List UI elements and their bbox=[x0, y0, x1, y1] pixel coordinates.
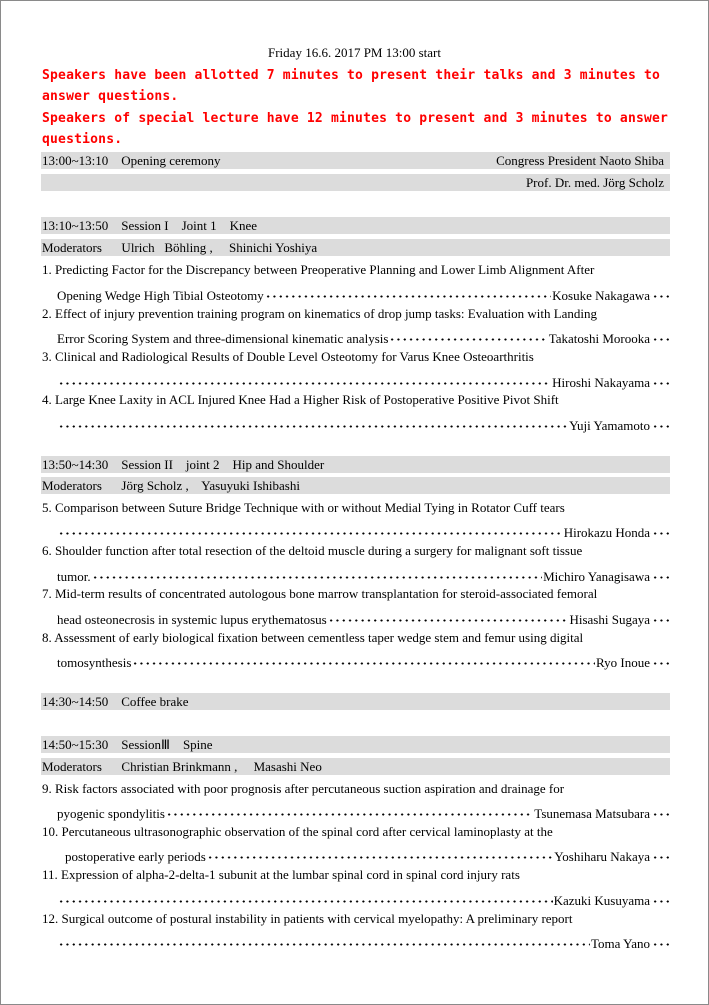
opening-speaker-1: Congress President Naoto Shiba bbox=[496, 153, 664, 168]
trailing-dots bbox=[650, 283, 670, 300]
talk-5-title: 5. Comparison between Suture Bridge Technique with or without Medial Tying in Rotator Cuff tears bbox=[42, 500, 565, 515]
talk-12-speaker-row bbox=[57, 931, 670, 951]
talk-12-title: 12. Surgical outcome of postural instability in patients with cervical myelopathy: A preliminary report bbox=[42, 911, 573, 926]
talk-5-speaker: Hirokazu Honda bbox=[563, 525, 650, 540]
coffee-break-row bbox=[41, 693, 670, 710]
leader-dots bbox=[132, 650, 595, 667]
talk-9-speaker-row bbox=[57, 801, 670, 821]
talk-10-title-cont: postoperative early periods bbox=[65, 849, 206, 864]
session-3-title: 14:50~15:30 SessionⅢ Spine bbox=[42, 737, 213, 752]
talk-11-title: 11. Expression of alpha-2-delta-1 subunit at the lumbar spinal cord in spinal cord injury rats bbox=[42, 867, 520, 882]
talk-7-speaker-row bbox=[57, 607, 670, 627]
talk-1-speaker-row bbox=[57, 283, 670, 303]
trailing-dots bbox=[650, 520, 670, 537]
leader-dots bbox=[92, 564, 543, 581]
talk-6-speaker: Michiro Yanagisawa bbox=[543, 569, 650, 584]
talk-10-speaker: Yoshiharu Nakaya bbox=[554, 849, 650, 864]
trailing-dots bbox=[650, 931, 670, 948]
talk-2-speaker: Takatoshi Morooka bbox=[548, 331, 650, 346]
trailing-dots bbox=[650, 326, 670, 343]
opening-ceremony-row bbox=[41, 152, 670, 169]
leader-dots bbox=[58, 370, 551, 387]
talk-8-speaker: Ryo Inoue bbox=[596, 655, 650, 670]
session-1-title-row bbox=[41, 217, 670, 234]
leader-dots bbox=[58, 888, 553, 905]
talk-1-speaker: Kosuke Nakagawa bbox=[552, 288, 650, 303]
talk-11-speaker-row bbox=[57, 888, 670, 908]
trailing-dots bbox=[650, 888, 670, 905]
leader-dots bbox=[265, 283, 551, 300]
leader-dots bbox=[58, 520, 563, 537]
leader-dots bbox=[58, 413, 568, 430]
talk-12-speaker: Toma Yano bbox=[590, 936, 650, 951]
talk-10-title: 10. Percutaneous ultrasonographic observation of the spinal cord after cervical laminoplasty at the bbox=[42, 824, 553, 839]
session-3-moderators-row bbox=[41, 758, 670, 775]
trailing-dots bbox=[650, 801, 670, 818]
leader-dots bbox=[58, 931, 590, 948]
talk-8-speaker-row bbox=[57, 650, 670, 670]
talk-6-title-cont: tumor. bbox=[57, 569, 91, 584]
talk-7-title-cont: head osteonecrosis in systemic lupus erythematosus bbox=[57, 612, 327, 627]
talk-6-speaker-row bbox=[57, 564, 670, 584]
talk-4-title: 4. Large Knee Laxity in ACL Injured Knee Had a Higher Risk of Postoperative Positive Pivot Shift bbox=[42, 392, 559, 407]
trailing-dots bbox=[650, 413, 670, 430]
session-2-title-row bbox=[41, 456, 670, 473]
session-3-moderators: Moderators Christian Brinkmann , Masashi Neo bbox=[42, 759, 322, 774]
talk-7-title: 7. Mid-term results of concentrated autologous bone marrow transplantation for steroid-associated femoral bbox=[42, 586, 598, 601]
talk-1-title-cont: Opening Wedge High Tibial Osteotomy bbox=[57, 288, 264, 303]
session-2-moderators-row bbox=[41, 477, 670, 494]
talk-6-title: 6. Shoulder function after total resection of the deltoid muscle during a surgery for malignant soft tissue bbox=[42, 543, 583, 558]
talk-8-title-cont: tomosynthesis bbox=[57, 655, 132, 670]
coffee-break-label: 14:30~14:50 Coffee brake bbox=[42, 694, 189, 709]
session-1-title: 13:10~13:50 Session I Joint 1 Knee bbox=[42, 218, 258, 233]
talk-7-speaker: Hisashi Sugaya bbox=[569, 612, 650, 627]
special-lecture-note: Speakers of special lecture have 12 minutes to present and 3 minutes to answer questions. bbox=[42, 111, 669, 147]
date-header: Friday 16.6. 2017 PM 13:00 start bbox=[268, 45, 441, 60]
talk-11-speaker: Kazuki Kusuyama bbox=[553, 893, 650, 908]
talk-9-title-cont: pyogenic spondylitis bbox=[57, 806, 165, 821]
talk-2-title-cont: Error Scoring System and three-dimensional kinematic analysis bbox=[57, 331, 389, 346]
session-2-moderators: Moderators Jörg Scholz , Yasuyuki Ishibashi bbox=[42, 478, 300, 493]
session-1-moderators: Moderators Ulrich Böhling , Shinichi Yoshiya bbox=[42, 240, 318, 255]
leader-dots bbox=[207, 844, 553, 861]
talk-2-title: 2. Effect of injury prevention training program on kinematics of drop jump tasks: Evaluation with Landing bbox=[42, 306, 598, 321]
talk-2-speaker-row bbox=[57, 326, 670, 346]
trailing-dots bbox=[650, 650, 670, 667]
opening-ceremony-label: 13:00~13:10 Opening ceremony bbox=[42, 153, 221, 168]
opening-speaker-2: Prof. Dr. med. Jörg Scholz bbox=[525, 175, 664, 190]
leader-dots bbox=[166, 801, 533, 818]
trailing-dots bbox=[650, 844, 670, 861]
talk-8-title: 8. Assessment of early biological fixation between cementless taper wedge stem and femur using digital bbox=[42, 630, 584, 645]
time-allotment-note: Speakers have been allotted 7 minutes to present their talks and 3 minutes to answer questions. bbox=[42, 68, 661, 104]
talk-3-speaker-row bbox=[57, 370, 670, 390]
leader-dots bbox=[328, 607, 569, 624]
talk-4-speaker-row bbox=[57, 413, 670, 433]
session-3-title-row bbox=[41, 736, 670, 753]
session-1-moderators-row bbox=[41, 239, 670, 256]
talk-4-speaker: Yuji Yamamoto bbox=[569, 418, 650, 433]
talk-10-speaker-row bbox=[65, 844, 670, 864]
trailing-dots bbox=[650, 564, 670, 581]
trailing-dots bbox=[650, 607, 670, 624]
talk-3-title: 3. Clinical and Radiological Results of Double Level Osteotomy for Varus Knee Osteoarthritis bbox=[42, 349, 534, 364]
leader-dots bbox=[389, 326, 547, 343]
talk-9-speaker: Tsunemasa Matsubara bbox=[534, 806, 650, 821]
talk-5-speaker-row bbox=[57, 520, 670, 540]
trailing-dots bbox=[650, 370, 670, 387]
opening-ceremony-row-2 bbox=[41, 174, 670, 191]
talk-1-title: 1. Predicting Factor for the Discrepancy between Preoperative Planning and Lower Limb Alignment After bbox=[42, 262, 595, 277]
talk-9-title: 9. Risk factors associated with poor prognosis after percutaneous suction aspiration and drainage for bbox=[42, 781, 565, 796]
talk-3-speaker: Hiroshi Nakayama bbox=[552, 375, 650, 390]
session-2-title: 13:50~14:30 Session II joint 2 Hip and Shoulder bbox=[42, 457, 325, 472]
